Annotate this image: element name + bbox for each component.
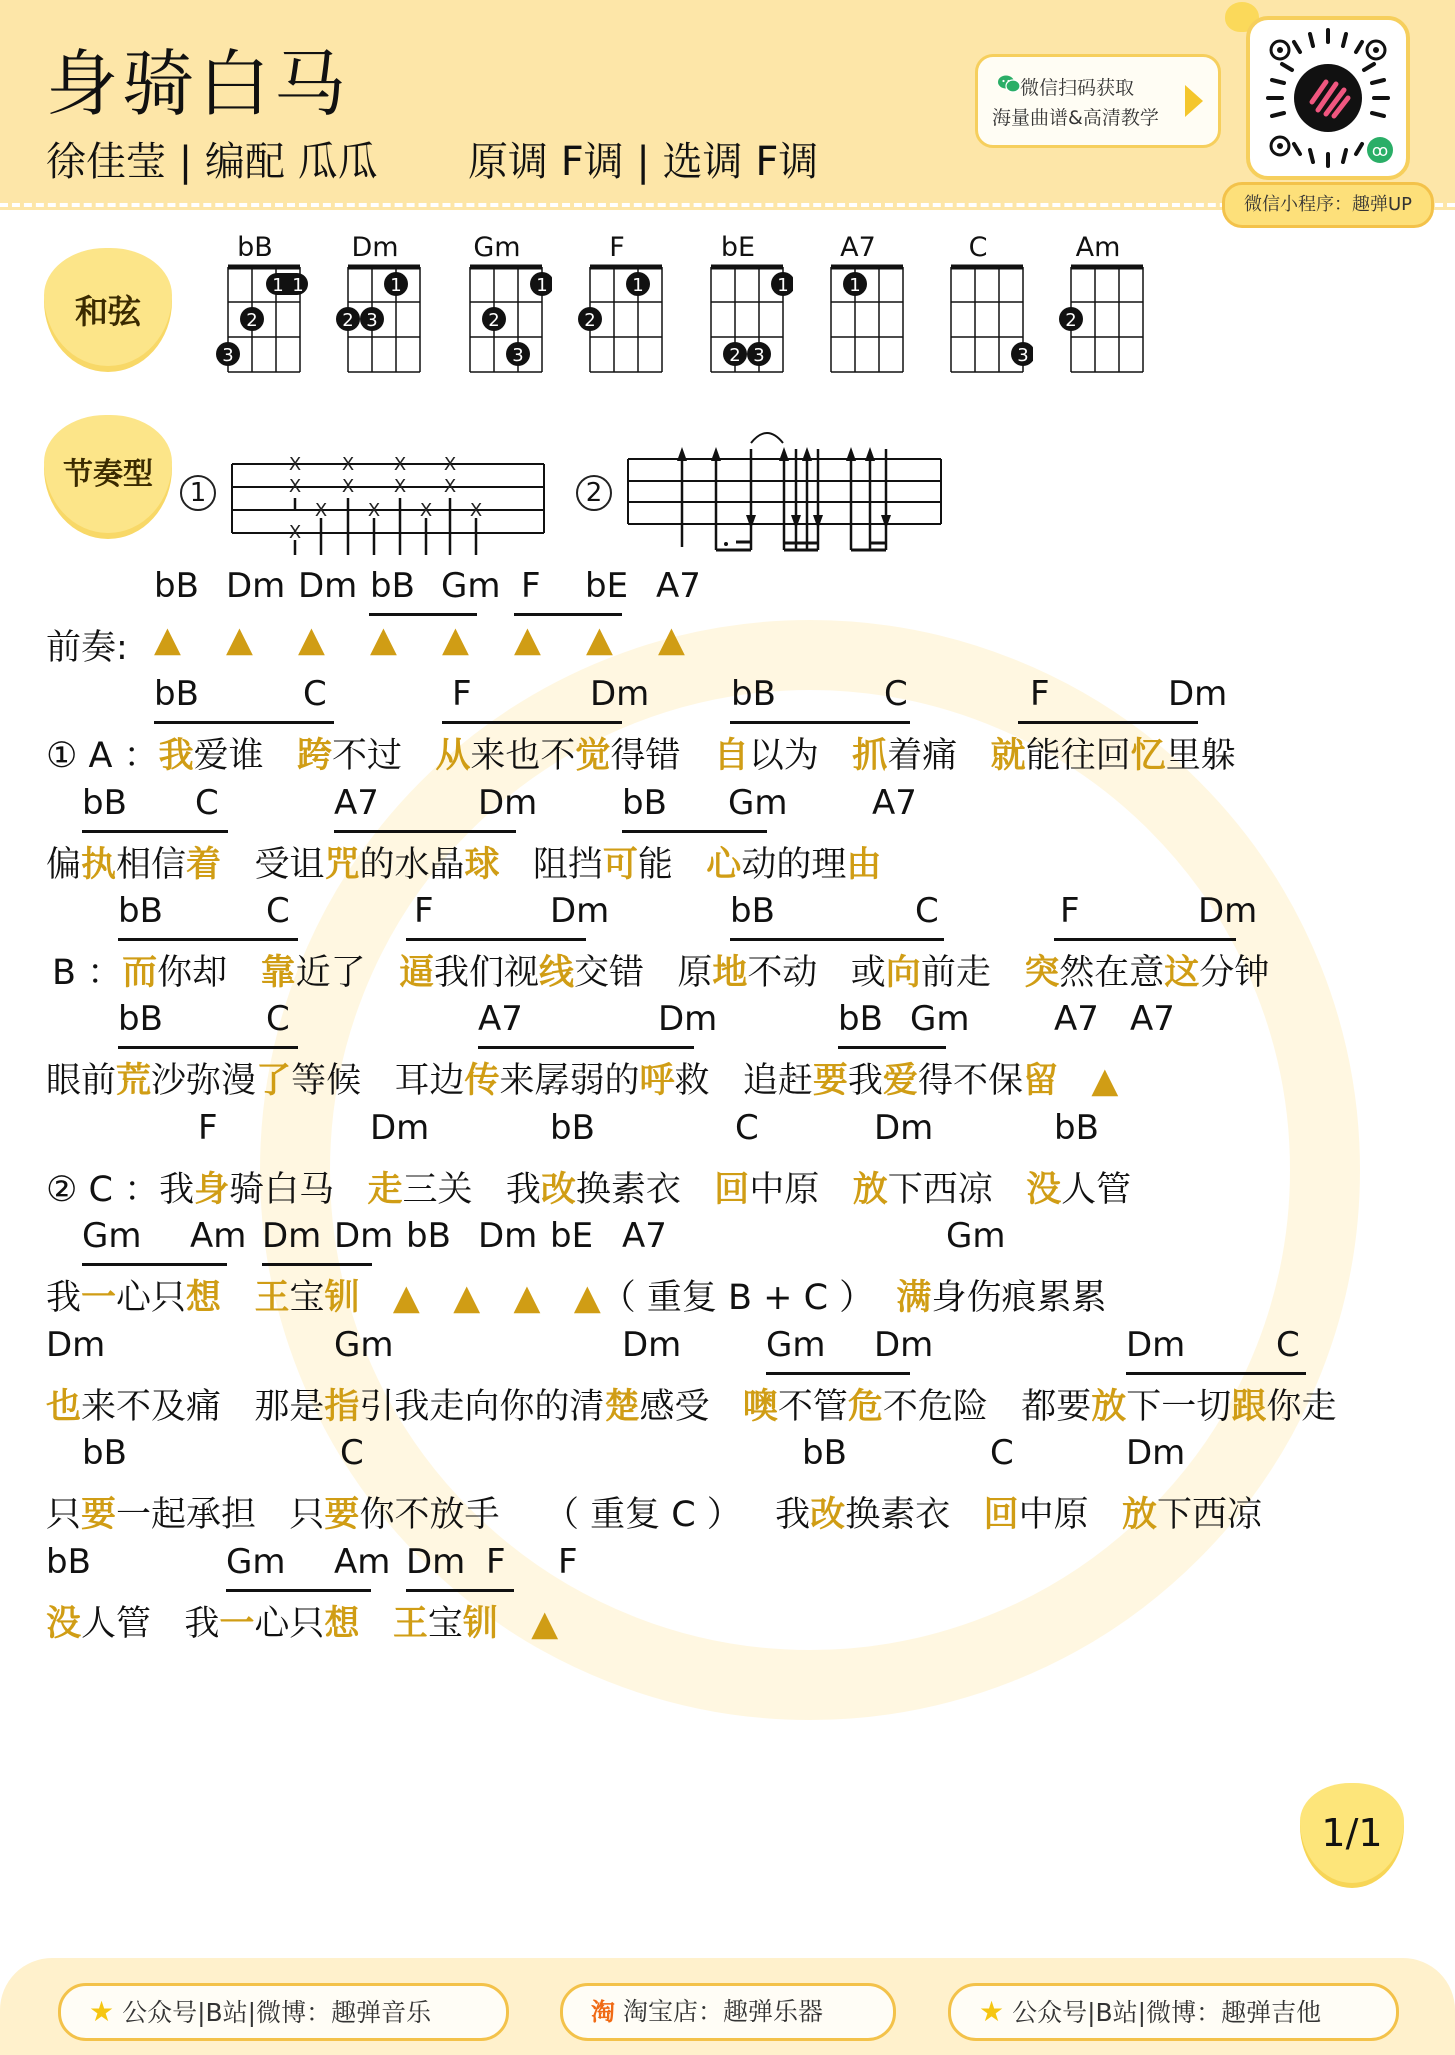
- lyric-row-3: B ：而你却 靠近了 逼我们视线交错 原地不动 或向前走 突然在意这分钟: [52, 953, 1270, 993]
- repeat-c-note: （ 重复 C ）: [543, 1495, 742, 1535]
- svg-text:X: X: [341, 476, 355, 497]
- lyric-row-7: 也来不及痛 那是指引我走向你的清楚感受 噢不管危不危险 都要放下一切跟你走: [46, 1387, 1337, 1427]
- taobao-icon: 淘: [591, 1998, 615, 2026]
- intro-line: [46, 620, 685, 670]
- footer-link-guitar[interactable]: ★ 公众号|B站|微博：趣弹吉他: [948, 1983, 1399, 2041]
- lyric-row-8: 只要一起承担 只要你不放手 （ 重复 C ） 我改换素衣 回中原 放下西凉: [46, 1495, 1263, 1535]
- svg-text:X: X: [443, 476, 457, 497]
- promo-line-2: 海量曲谱&高清教学: [992, 107, 1159, 129]
- chord-diagram-C: C 3: [933, 232, 1023, 372]
- intro-label: 前奏:: [46, 628, 128, 668]
- chord-diagram-Gm: Gm 1 2 3: [452, 232, 542, 372]
- lyric-row-9: 没人管 我一心只想 王宝钏 ▲: [46, 1604, 559, 1644]
- page-number-badge: 1/1: [1300, 1783, 1404, 1883]
- svg-text:X: X: [288, 522, 302, 543]
- pattern-1-number: 1: [180, 475, 216, 511]
- svg-text:3: 3: [1017, 345, 1029, 366]
- star-icon: ★: [89, 1995, 115, 2028]
- chords-section-badge: [44, 248, 172, 366]
- chords-section-label: 和弦: [75, 292, 141, 331]
- footer-link-taobao[interactable]: 淘 淘宝店：趣弹乐器: [560, 1983, 896, 2041]
- strum-marker-icon: ▲: [586, 620, 613, 660]
- svg-text:2: 2: [584, 310, 596, 331]
- svg-text:1: 1: [632, 275, 644, 296]
- strum-marker-icon: ▲: [531, 1604, 559, 1644]
- artist-arranger: 徐佳莹 | 编配 瓜瓜: [46, 139, 378, 185]
- svg-text:1: 1: [777, 275, 789, 296]
- svg-text:X: X: [288, 454, 302, 475]
- lyric-row-4: 眼前荒沙弥漫了等候 耳边传来孱弱的呼救 追赶要我爱得不保留 ▲: [46, 1061, 1119, 1101]
- promo-line-1: 微信扫码获取: [1020, 77, 1135, 99]
- strum-marker-icon: ▲: [442, 620, 469, 660]
- lyric-row-6: 我一心只想 王宝钏 ▲ ▲ ▲ ▲（ 重复 B + C ） 满身伤痕累累: [46, 1278, 1107, 1318]
- svg-text:2: 2: [729, 345, 741, 366]
- chord-diagram-Am: Am 2: [1053, 232, 1143, 372]
- strum-marker-icon: ▲: [658, 620, 685, 660]
- svg-text:X: X: [393, 476, 407, 497]
- svg-text:3: 3: [512, 345, 524, 366]
- star-icon: ★: [979, 1995, 1005, 2028]
- strum-marker-icon: ▲: [1091, 1061, 1119, 1101]
- svg-text:X: X: [341, 454, 355, 475]
- qr-code[interactable]: [1246, 16, 1410, 180]
- svg-text:X: X: [288, 476, 302, 497]
- lyric-row-1: ① A ：我爱谁 跨不过 从来也不觉得错 自以为 抓着痛 就能往回忆里躲: [46, 736, 1236, 776]
- svg-text:1: 1: [272, 275, 284, 296]
- svg-text:2: 2: [246, 310, 258, 331]
- svg-text:1: 1: [536, 275, 548, 296]
- strum-marker-icon: ▲: [514, 620, 541, 660]
- rhythm-section-label: 节奏型: [63, 457, 153, 492]
- svg-text:2: 2: [1065, 310, 1077, 331]
- qr-code-icon: [1250, 20, 1406, 176]
- lyric-row-5: ② C ：我身骑白马 走三关 我改换素衣 回中原 放下西凉 没人管: [46, 1170, 1132, 1210]
- chord-diagram-bB: bB 1 1 2 3: [210, 232, 300, 372]
- pattern-2-number: 2: [576, 475, 612, 511]
- svg-text:3: 3: [753, 345, 765, 366]
- chord-diagram-A7: A7 1: [840, 232, 876, 296]
- strum-marker-icon: ▲: [154, 620, 181, 660]
- strum-marker-icon: ▲: [298, 620, 325, 660]
- svg-text:1: 1: [390, 275, 402, 296]
- svg-text:ꝏ: ꝏ: [1371, 141, 1389, 160]
- strum-marker-icon: ▲: [226, 620, 253, 660]
- rhythm-section-badge: [44, 415, 172, 533]
- mini-program-label: 微信小程序：趣弹UP: [1222, 182, 1434, 228]
- svg-text:3: 3: [366, 310, 378, 331]
- song-title: 身骑白马: [46, 42, 351, 126]
- svg-text:X: X: [314, 500, 328, 521]
- svg-text:1: 1: [292, 275, 304, 296]
- svg-text:1: 1: [849, 275, 861, 296]
- svg-text:X: X: [367, 500, 381, 521]
- chord-diagram-Dm: Dm 1 2 3: [330, 232, 420, 372]
- repeat-bc-note: （ 重复 B + C ）: [600, 1278, 875, 1318]
- chord-diagram-F: F 1 2: [572, 232, 662, 372]
- arrow-right-icon: [1185, 85, 1203, 117]
- svg-text:X: X: [443, 454, 457, 475]
- svg-text:2: 2: [488, 310, 500, 331]
- wechat-icon: [998, 75, 1020, 93]
- svg-text:X: X: [419, 500, 433, 521]
- rhythm-pattern-2: [625, 425, 945, 555]
- lyric-row-2: 偏执相信着 受诅咒的水晶球 阻挡可能 心动的理由: [46, 845, 882, 885]
- rhythm-pattern-1: [228, 440, 548, 555]
- strum-marker-icon: ▲: [370, 620, 397, 660]
- svg-text:2: 2: [342, 310, 354, 331]
- svg-text:3: 3: [222, 345, 234, 366]
- footer-link-music[interactable]: ★ 公众号|B站|微博：趣弹音乐: [58, 1983, 509, 2041]
- key-info: 原调 F调 | 选调 F调: [468, 139, 819, 185]
- svg-text:X: X: [469, 500, 483, 521]
- svg-text:X: X: [393, 454, 407, 475]
- chord-diagram-bE: bE 1 2 3: [693, 232, 783, 372]
